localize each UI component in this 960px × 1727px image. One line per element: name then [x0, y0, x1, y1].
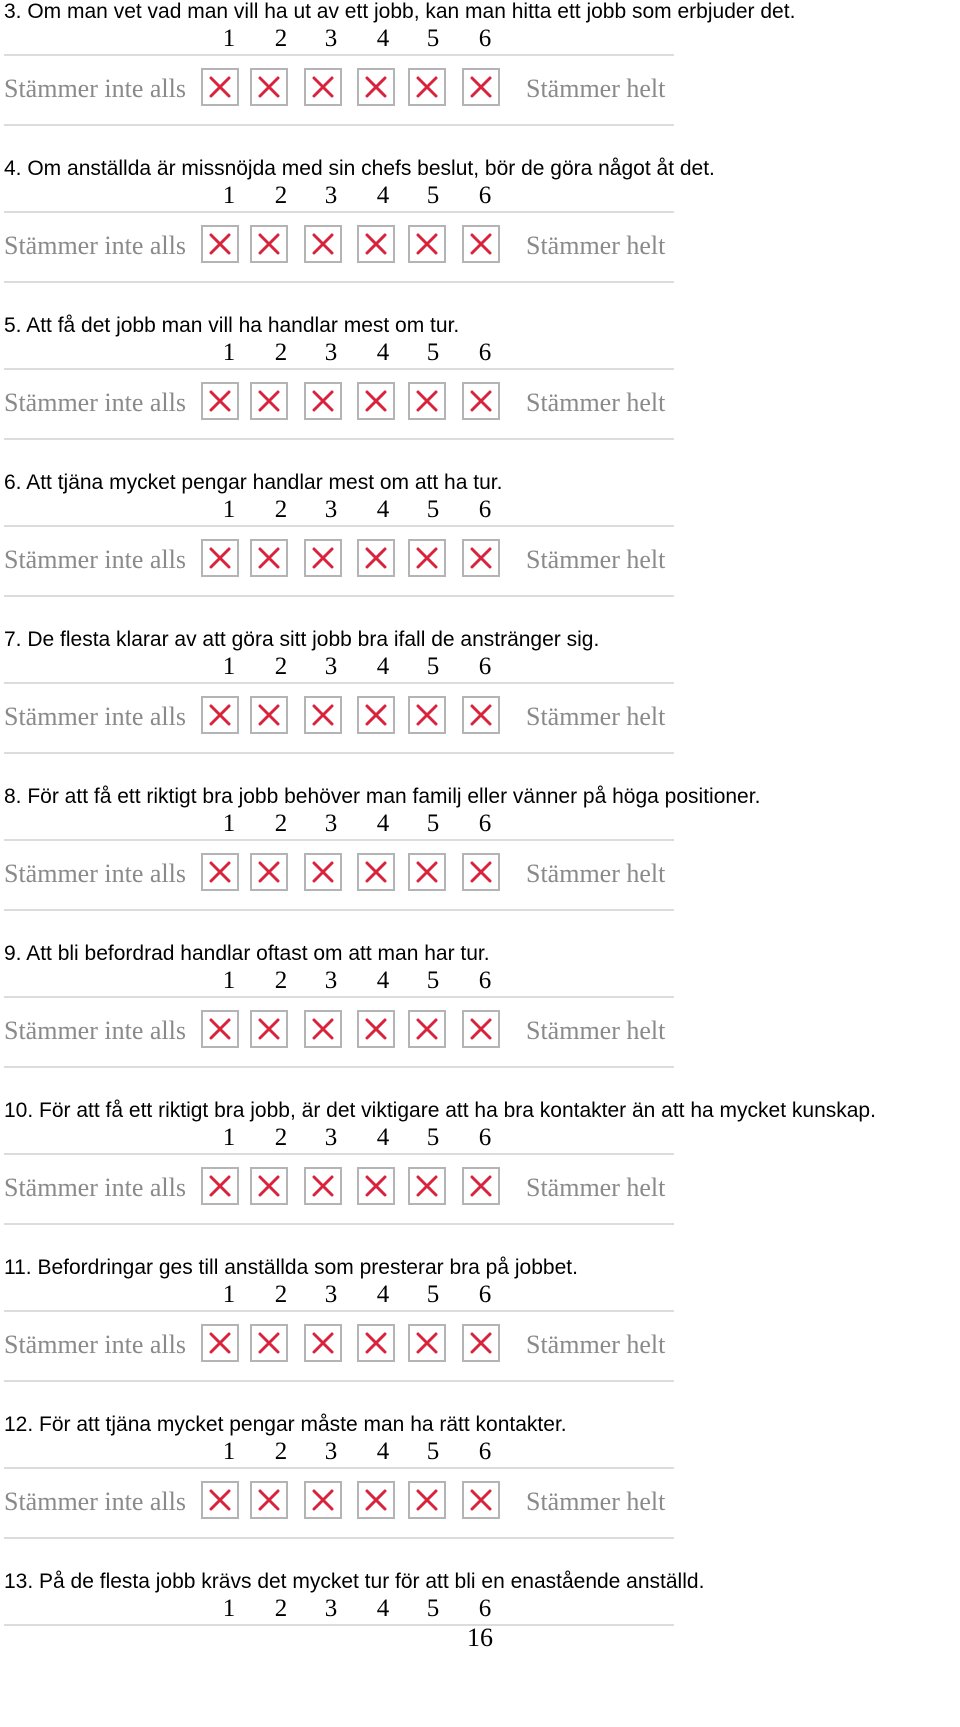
divider [4, 752, 674, 754]
divider [4, 996, 674, 998]
rating-option-3[interactable] [304, 1324, 342, 1362]
cross-icon [258, 547, 280, 569]
rating-option-6[interactable] [462, 539, 500, 577]
scale-number: 1 [222, 810, 236, 837]
scale-right-label: Stämmer helt [526, 1330, 666, 1359]
divider [4, 281, 674, 283]
scale-number: 3 [324, 810, 338, 837]
cross-icon [209, 1332, 231, 1354]
rating-option-3[interactable] [304, 1010, 342, 1048]
scale-number: 4 [376, 1281, 390, 1308]
scale-left-label: Stämmer inte alls [4, 74, 186, 103]
rating-option-6[interactable] [462, 1324, 500, 1362]
scale-left-label: Stämmer inte alls [4, 1173, 186, 1202]
scale-left-label: Stämmer inte alls [4, 545, 186, 574]
rating-option-4[interactable] [357, 382, 395, 420]
cross-icon [258, 233, 280, 255]
scale-number: 2 [274, 967, 288, 994]
rating-option-1[interactable] [201, 853, 239, 891]
scale-number: 2 [274, 1281, 288, 1308]
rating-option-4[interactable] [357, 1167, 395, 1205]
scale-number: 3 [324, 653, 338, 680]
scale-number: 2 [274, 339, 288, 366]
scale-number: 1 [222, 1124, 236, 1151]
divider [4, 909, 674, 911]
rating-option-5[interactable] [408, 68, 446, 106]
rating-option-2[interactable] [250, 1167, 288, 1205]
rating-option-1[interactable] [201, 1324, 239, 1362]
divider [4, 525, 674, 527]
divider [4, 211, 674, 213]
question-text: 3. Om man vet vad man vill ha ut av ett jobb, kan man hitta ett jobb som erbjuder det. [4, 0, 796, 23]
divider [4, 682, 674, 684]
scale-number: 4 [376, 25, 390, 52]
rating-option-1[interactable] [201, 68, 239, 106]
rating-option-4[interactable] [357, 1481, 395, 1519]
scale-number: 4 [376, 182, 390, 209]
rating-option-1[interactable] [201, 225, 239, 263]
scale-right-label: Stämmer helt [526, 1016, 666, 1045]
scale-number: 5 [426, 967, 440, 994]
scale-number: 4 [376, 653, 390, 680]
scale-number: 3 [324, 1281, 338, 1308]
rating-row [0, 537, 960, 583]
scale-number: 6 [478, 653, 492, 680]
cross-icon [416, 76, 438, 98]
scale-number: 3 [324, 967, 338, 994]
cross-icon [365, 76, 387, 98]
question-block [0, 1413, 960, 1570]
rating-option-2[interactable] [250, 1324, 288, 1362]
scale-number: 3 [324, 25, 338, 52]
scale-left-label: Stämmer inte alls [4, 859, 186, 888]
scale-left-label: Stämmer inte alls [4, 702, 186, 731]
rating-option-2[interactable] [250, 382, 288, 420]
rating-row [0, 66, 960, 112]
scale-number: 3 [324, 182, 338, 209]
scale-number: 2 [274, 182, 288, 209]
cross-icon [365, 233, 387, 255]
scale-number: 1 [222, 1595, 236, 1622]
cross-icon [470, 1489, 492, 1511]
rating-option-1[interactable] [201, 382, 239, 420]
scale-number: 5 [426, 1595, 440, 1622]
cross-icon [312, 1175, 334, 1197]
rating-option-6[interactable] [462, 225, 500, 263]
cross-icon [416, 390, 438, 412]
rating-row [0, 1008, 960, 1054]
rating-option-2[interactable] [250, 539, 288, 577]
scale-number: 2 [274, 1438, 288, 1465]
cross-icon [312, 861, 334, 883]
rating-option-4[interactable] [357, 539, 395, 577]
rating-option-5[interactable] [408, 696, 446, 734]
scale-right-label: Stämmer helt [526, 388, 666, 417]
cross-icon [312, 1332, 334, 1354]
rating-option-1[interactable] [201, 696, 239, 734]
scale-number: 6 [478, 967, 492, 994]
question-text: 6. Att tjäna mycket pengar handlar mest om att ha tur. [4, 471, 503, 494]
cross-icon [470, 861, 492, 883]
question-block [0, 157, 960, 314]
divider [4, 54, 674, 56]
question-block [0, 1256, 960, 1413]
rating-option-4[interactable] [357, 68, 395, 106]
scale-number: 4 [376, 1595, 390, 1622]
rating-option-5[interactable] [408, 225, 446, 263]
scale-number: 1 [222, 182, 236, 209]
cross-icon [365, 704, 387, 726]
cross-icon [470, 76, 492, 98]
scale-left-label: Stämmer inte alls [4, 1487, 186, 1516]
scale-number: 2 [274, 1595, 288, 1622]
rating-option-2[interactable] [250, 853, 288, 891]
cross-icon [470, 1332, 492, 1354]
question-block [0, 0, 960, 157]
rating-option-1[interactable] [201, 1167, 239, 1205]
cross-icon [312, 704, 334, 726]
cross-icon [312, 233, 334, 255]
scale-right-label: Stämmer helt [526, 702, 666, 731]
scale-number: 1 [222, 496, 236, 523]
scale-number: 5 [426, 182, 440, 209]
cross-icon [416, 547, 438, 569]
cross-icon [470, 1175, 492, 1197]
scale-number: 1 [222, 339, 236, 366]
divider [4, 1310, 674, 1312]
question-text: 7. De flesta klarar av att göra sitt jobb bra ifall de anstränger sig. [4, 628, 600, 651]
scale-number: 6 [478, 25, 492, 52]
scale-number: 5 [426, 810, 440, 837]
cross-icon [416, 1175, 438, 1197]
rating-option-5[interactable] [408, 382, 446, 420]
rating-option-5[interactable] [408, 1481, 446, 1519]
cross-icon [365, 1018, 387, 1040]
rating-option-4[interactable] [357, 225, 395, 263]
rating-option-4[interactable] [357, 1010, 395, 1048]
question-block [0, 471, 960, 628]
cross-icon [365, 1332, 387, 1354]
cross-icon [209, 390, 231, 412]
scale-number: 6 [478, 339, 492, 366]
scale-number: 6 [478, 1595, 492, 1622]
rating-option-6[interactable] [462, 1481, 500, 1519]
divider [4, 595, 674, 597]
scale-number: 6 [478, 810, 492, 837]
divider [4, 1537, 674, 1539]
rating-option-5[interactable] [408, 853, 446, 891]
scale-number: 1 [222, 653, 236, 680]
cross-icon [416, 1018, 438, 1040]
cross-icon [258, 861, 280, 883]
cross-icon [365, 1175, 387, 1197]
question-text: 10. För att få ett riktigt bra jobb, är det viktigare att ha bra kontakter än att ha mycket kunskap. [4, 1099, 876, 1122]
question-block [0, 314, 960, 471]
scale-number: 5 [426, 496, 440, 523]
divider [4, 1223, 674, 1225]
rating-option-6[interactable] [462, 1010, 500, 1048]
cross-icon [365, 547, 387, 569]
scale-number: 5 [426, 1438, 440, 1465]
scale-right-label: Stämmer helt [526, 1173, 666, 1202]
scale-number: 3 [324, 339, 338, 366]
scale-right-label: Stämmer helt [526, 545, 666, 574]
scale-number: 5 [426, 25, 440, 52]
question-text: 5. Att få det jobb man vill ha handlar mest om tur. [4, 314, 460, 337]
rating-option-3[interactable] [304, 225, 342, 263]
scale-number: 1 [222, 1438, 236, 1465]
question-text: 9. Att bli befordrad handlar oftast om att man har tur. [4, 942, 490, 965]
scale-left-label: Stämmer inte alls [4, 1016, 186, 1045]
scale-number: 4 [376, 339, 390, 366]
cross-icon [209, 76, 231, 98]
rating-row [0, 851, 960, 897]
cross-icon [312, 1018, 334, 1040]
question-text: 12. För att tjäna mycket pengar måste man ha rätt kontakter. [4, 1413, 567, 1436]
scale-right-label: Stämmer helt [526, 1487, 666, 1516]
rating-option-3[interactable] [304, 853, 342, 891]
cross-icon [258, 1175, 280, 1197]
rating-option-3[interactable] [304, 1481, 342, 1519]
divider [4, 438, 674, 440]
page-number: 16 [467, 1623, 493, 1652]
rating-row [0, 694, 960, 740]
rating-option-4[interactable] [357, 1324, 395, 1362]
rating-option-3[interactable] [304, 382, 342, 420]
question-block [0, 942, 960, 1099]
scale-left-label: Stämmer inte alls [4, 1330, 186, 1359]
rating-option-6[interactable] [462, 853, 500, 891]
scale-number: 6 [478, 496, 492, 523]
question-text: 13. På de flesta jobb krävs det mycket tur för att bli en enastående anställd. [4, 1570, 705, 1593]
rating-row [0, 223, 960, 269]
rating-option-3[interactable] [304, 1167, 342, 1205]
rating-option-2[interactable] [250, 225, 288, 263]
cross-icon [470, 704, 492, 726]
cross-icon [470, 547, 492, 569]
rating-option-5[interactable] [408, 1167, 446, 1205]
divider [4, 368, 674, 370]
rating-row [0, 380, 960, 426]
cross-icon [258, 704, 280, 726]
cross-icon [470, 390, 492, 412]
cross-icon [209, 233, 231, 255]
cross-icon [312, 1489, 334, 1511]
rating-option-5[interactable] [408, 1010, 446, 1048]
scale-right-label: Stämmer helt [526, 231, 666, 260]
question-text: 4. Om anställda är missnöjda med sin chefs beslut, bör de göra något åt det. [4, 157, 715, 180]
scale-number: 4 [376, 967, 390, 994]
rating-option-4[interactable] [357, 853, 395, 891]
cross-icon [209, 704, 231, 726]
rating-option-5[interactable] [408, 1324, 446, 1362]
question-block [0, 628, 960, 785]
scale-right-label: Stämmer helt [526, 859, 666, 888]
cross-icon [258, 390, 280, 412]
cross-icon [470, 1018, 492, 1040]
divider [4, 124, 674, 126]
cross-icon [209, 1175, 231, 1197]
cross-icon [416, 233, 438, 255]
scale-number: 4 [376, 1438, 390, 1465]
scale-number: 2 [274, 1124, 288, 1151]
scale-number: 5 [426, 339, 440, 366]
rating-option-6[interactable] [462, 382, 500, 420]
rating-option-6[interactable] [462, 68, 500, 106]
divider [4, 1153, 674, 1155]
cross-icon [416, 704, 438, 726]
cross-icon [416, 1332, 438, 1354]
scale-number: 6 [478, 1281, 492, 1308]
scale-number: 4 [376, 1124, 390, 1151]
scale-right-label: Stämmer helt [526, 74, 666, 103]
cross-icon [258, 1332, 280, 1354]
cross-icon [365, 1489, 387, 1511]
rating-option-1[interactable] [201, 539, 239, 577]
scale-number: 1 [222, 1281, 236, 1308]
question-text: 8. För att få ett riktigt bra jobb behöver man familj eller vänner på höga positioner. [4, 785, 761, 808]
cross-icon [312, 76, 334, 98]
divider [4, 1380, 674, 1382]
rating-option-3[interactable] [304, 539, 342, 577]
cross-icon [258, 76, 280, 98]
scale-number: 4 [376, 810, 390, 837]
scale-number: 4 [376, 496, 390, 523]
divider [4, 1467, 674, 1469]
rating-option-4[interactable] [357, 696, 395, 734]
scale-number: 6 [478, 1124, 492, 1151]
rating-option-3[interactable] [304, 696, 342, 734]
cross-icon [209, 547, 231, 569]
scale-number: 3 [324, 1595, 338, 1622]
scale-number: 5 [426, 653, 440, 680]
rating-option-5[interactable] [408, 539, 446, 577]
scale-number: 5 [426, 1281, 440, 1308]
cross-icon [258, 1018, 280, 1040]
divider [4, 839, 674, 841]
rating-option-2[interactable] [250, 1010, 288, 1048]
rating-option-1[interactable] [201, 1010, 239, 1048]
cross-icon [209, 861, 231, 883]
cross-icon [470, 233, 492, 255]
question-text: 11. Befordringar ges till anställda som presterar bra på jobbet. [4, 1256, 578, 1279]
rating-row [0, 1165, 960, 1211]
scale-number: 1 [222, 25, 236, 52]
scale-number: 2 [274, 496, 288, 523]
scale-number: 6 [478, 1438, 492, 1465]
cross-icon [365, 390, 387, 412]
scale-number: 3 [324, 496, 338, 523]
scale-number: 1 [222, 967, 236, 994]
cross-icon [209, 1489, 231, 1511]
scale-number: 2 [274, 653, 288, 680]
scale-number: 3 [324, 1124, 338, 1151]
scale-number: 2 [274, 25, 288, 52]
cross-icon [312, 390, 334, 412]
rating-option-6[interactable] [462, 1167, 500, 1205]
cross-icon [209, 1018, 231, 1040]
rating-option-2[interactable] [250, 1481, 288, 1519]
scale-left-label: Stämmer inte alls [4, 388, 186, 417]
question-block [0, 1099, 960, 1256]
cross-icon [416, 861, 438, 883]
rating-option-2[interactable] [250, 68, 288, 106]
scale-number: 2 [274, 810, 288, 837]
scale-number: 3 [324, 1438, 338, 1465]
scale-left-label: Stämmer inte alls [4, 231, 186, 260]
cross-icon [416, 1489, 438, 1511]
rating-option-3[interactable] [304, 68, 342, 106]
question-block [0, 785, 960, 942]
divider [4, 1066, 674, 1068]
cross-icon [312, 547, 334, 569]
scale-number: 5 [426, 1124, 440, 1151]
cross-icon [258, 1489, 280, 1511]
rating-row [0, 1322, 960, 1368]
rating-row [0, 1479, 960, 1525]
cross-icon [365, 861, 387, 883]
rating-option-1[interactable] [201, 1481, 239, 1519]
scale-number: 6 [478, 182, 492, 209]
rating-option-2[interactable] [250, 696, 288, 734]
rating-option-6[interactable] [462, 696, 500, 734]
